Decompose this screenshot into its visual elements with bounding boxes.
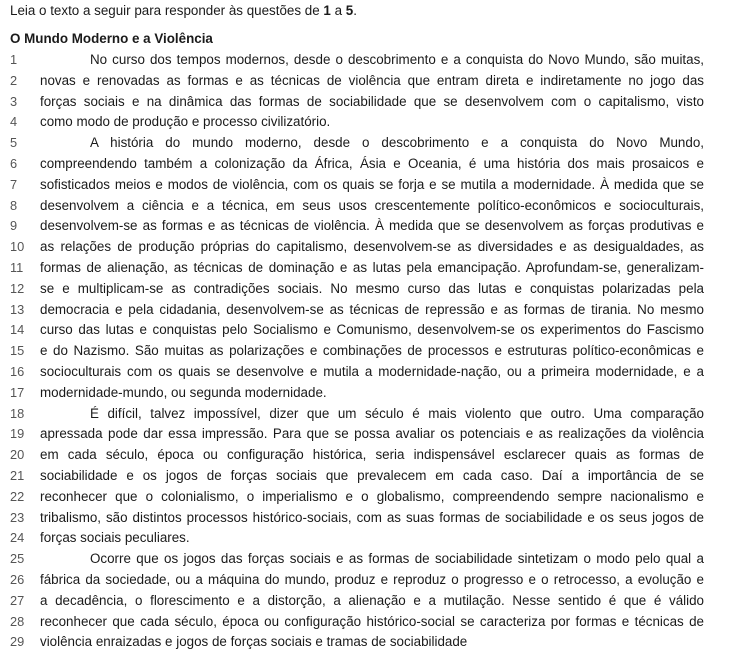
text-line (0, 341, 737, 362)
instruction-number-start: 1 (323, 3, 331, 18)
line-number: 12 (10, 280, 25, 296)
instruction-number-end: 5 (345, 3, 354, 18)
line-number: 11 (10, 259, 24, 275)
line-number: 28 (10, 613, 25, 629)
text-line (0, 133, 737, 154)
line-number: 26 (10, 571, 25, 587)
line-text: e do Nazismo. São muitas as polarizações e combinações de processos e estruturas político-econômicas e (40, 343, 704, 359)
line-text: A história do mundo moderno, desde o descobrimento e a conquista do Novo Mundo, (90, 135, 704, 151)
line-number: 23 (10, 509, 25, 525)
line-number: 27 (10, 592, 25, 608)
line-text: como modo de produção e processo civilizatório. (40, 114, 331, 130)
text-line (0, 466, 737, 487)
text-line (0, 570, 737, 591)
line-text: tribalismo, são distintos processos histórico-sociais, com as suas formas de sociabilidade e os seus jogos de (40, 509, 704, 525)
text-line (0, 237, 737, 258)
text-line (0, 216, 737, 237)
text-line (0, 591, 737, 612)
line-number: 18 (10, 405, 25, 421)
line-text: fábrica da sociedade, ou a máquina do mundo, produz e reproduz o progresso e o retrocesso, a evolução e (40, 571, 704, 587)
line-number: 20 (10, 447, 25, 463)
line-number: 3 (10, 93, 18, 109)
line-number: 25 (10, 551, 25, 567)
line-text: a decadência, o florescimento e a distorção, a alienação e a mutilação. Nesse sentido é que é válido (40, 592, 704, 608)
line-text: sofisticados meios e modos de violência, com os quais se forja e se mutila a modernidade. À medida que se (40, 176, 704, 192)
text-line (0, 508, 737, 529)
instruction-before: Leia o texto a seguir para responder às questões de (10, 3, 324, 18)
text-line (0, 196, 737, 217)
line-text: compreendendo também a colonização da África, Ásia e Oceania, é uma história dos mais prosaicos e (40, 155, 704, 171)
line-text: formas de alienação, as técnicas de dominação e as lutas pela emancipação. Aprofundam-se, generalizam- (40, 259, 704, 275)
text-line (0, 50, 737, 71)
line-number: 10 (10, 239, 25, 255)
text-line (0, 175, 737, 196)
line-number: 14 (10, 322, 25, 338)
numbered-text-block (0, 50, 737, 653)
line-text: democracia e pela cidadania, desenvolvem-se as técnicas de repressão e as formas de tirania. No mesmo (40, 301, 704, 317)
line-number: 8 (10, 197, 18, 213)
instruction-middle: a (330, 3, 346, 18)
line-number: 29 (10, 634, 25, 650)
line-text: as relações de produção próprias do capitalismo, desenvolvem-se as diversidades e as desigualdades, as (40, 239, 704, 255)
line-number: 9 (10, 218, 18, 234)
text-line (0, 424, 737, 445)
text-line (0, 279, 737, 300)
line-text: novas e renovadas as formas e as técnicas de violência que entram direta e indiretamente no jogo das (40, 72, 704, 88)
text-line (0, 71, 737, 92)
line-number: 1 (10, 52, 18, 67)
line-text: apressada pode dar essa impressão. Para que se possa avaliar os potenciais e as realizações da violência (40, 426, 704, 442)
line-text: violência enraizadas e jogos de forças sociais e tramas de sociabilidade (40, 634, 468, 650)
line-text: forças sociais peculiares. (40, 530, 190, 546)
line-number: 22 (10, 488, 25, 504)
line-text: desenvolvem a ciência e a técnica, em seus usos crescentemente político-econômicos e socioculturais, (40, 197, 704, 213)
line-text: curso das lutas e conquistas pelo Socialismo e Comunismo, desenvolvem-se os experimentos do Fascismo (40, 322, 704, 338)
line-text: forças sociais e na dinâmica das formas de sociabilidade que se desenvolvem com o capitalismo, visto (40, 93, 704, 109)
text-line (0, 112, 737, 133)
line-number: 15 (10, 343, 25, 359)
line-text: sociabilidade e os jogos de forças sociais que prevalecem em cada caso. Daí a importância de se (40, 467, 704, 483)
line-text: No curso dos tempos modernos, desde o descobrimento e a conquista do Novo Mundo, são muitas, (90, 52, 704, 67)
line-text: modernidade-mundo, ou segunda modernidade. (40, 384, 327, 400)
text-line (0, 300, 737, 321)
line-number: 2 (10, 72, 18, 88)
text-line (0, 383, 737, 404)
instruction-text (10, 2, 357, 20)
line-text: se e multiplicam-se as contradições sociais. No mesmo curso das lutas e conquistas polarizadas pela (40, 280, 704, 296)
text-line (0, 154, 737, 175)
line-number: 19 (10, 426, 25, 442)
line-number: 17 (10, 384, 25, 400)
line-text: reconhecer que o colonialismo, o imperialismo e o globalismo, compreendendo sempre nacionalismo e (40, 488, 704, 504)
line-number: 4 (10, 114, 18, 130)
line-number: 16 (10, 363, 25, 379)
line-text: reconhecer que cada século, época ou configuração histórico-social se caracteriza por formas e técnicas de (40, 613, 704, 629)
line-text: em cada século, época ou configuração histórica, seria indispensável esclarecer quais as formas de (40, 447, 704, 463)
text-title: O Mundo Moderno e a Violência (10, 31, 213, 46)
line-number: 21 (10, 467, 25, 483)
text-line (0, 445, 737, 466)
text-line (0, 549, 737, 570)
line-text: É difícil, talvez impossível, dizer que um século é mais violento que outro. Uma comparação (90, 405, 704, 421)
text-line (0, 612, 737, 633)
text-line (0, 632, 737, 653)
text-line (0, 404, 737, 425)
text-line (0, 487, 737, 508)
text-line (0, 362, 737, 383)
instruction-after: . (353, 3, 357, 18)
line-text: socioculturais com os quais se desenvolve e mutila a modernidade-nação, ou a primeira modernidade, e a (40, 363, 704, 379)
line-number: 5 (10, 135, 18, 151)
line-number: 13 (10, 301, 25, 317)
text-line (0, 320, 737, 341)
text-line (0, 258, 737, 279)
line-number: 24 (10, 530, 25, 546)
line-text: desenvolvem-se as formas e as técnicas de violência. À medida que se desenvolvem as forças produtivas e (40, 218, 704, 234)
line-text: Ocorre que os jogos das forças sociais e as formas de sociabilidade sintetizam o modo pelo qual a (90, 551, 704, 567)
line-number: 6 (10, 155, 18, 171)
line-number: 7 (10, 176, 18, 192)
text-line (0, 528, 737, 549)
text-line (0, 92, 737, 113)
